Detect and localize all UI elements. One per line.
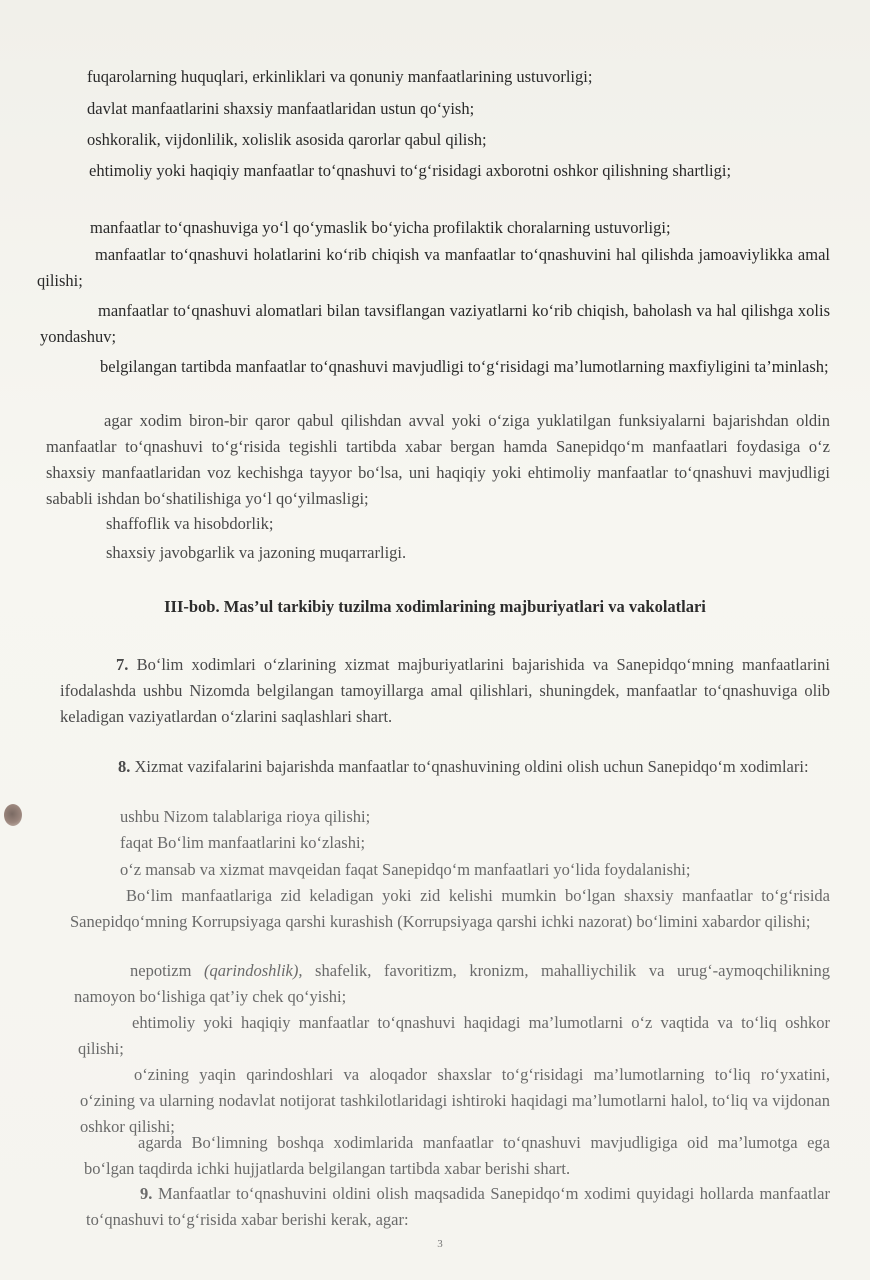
clause-8-number: 8. (118, 757, 131, 776)
clause-8-item-relatives-list: o‘zining yaqin qarindoshlari va aloqador shaxslar to‘g‘risidagi ma’lumotlarning to‘liq ro‘yxatini, o‘zining va ularning nodavlat notijorat tashkilotlaridagi ishtiroki haqidagi ma’lumotlarni halol, to‘liq va vijdonan oshkor qilishi; (80, 1065, 830, 1136)
clause-9 (86, 1181, 830, 1233)
clause-8 (62, 754, 830, 780)
clause-7-text: Bo‘lim xodimlari o‘zlarining xizmat majburiyatlarini bajarishida va Sanepidqo‘mning manfaatlarini ifodalashda ushbu Nizomda belgilangan tamoyillarga amal qilishlari, shuningdek, manfaatlar to‘qnashuviga olib keladigan vaziyatlardan o‘zlarini saqlashlari shart. (60, 655, 831, 726)
chapter-heading: III-bob. Mas’ul tarkibiy tuzilma xodimlarining majburiyatlari va vakolatlari (164, 597, 706, 616)
clause-8-item-notify-department: Bo‘lim manfaatlariga zid keladigan yoki zid kelishi mumkin bo‘lgan shaxsiy manfaatlar to‘g‘risida Sanepidqo‘mning Korrupsiyaga qarshi kurashish (Korrupsiyaga qarshi ichki nazorat) bo‘limini xabardor qilishi; (70, 886, 830, 931)
nepotism-rest: shafelik, favoritizm, kronizm, mahalliychilik va urug‘-aymoqchilikning namoyon bo‘lishiga qat’iy chek qo‘yishi; (74, 961, 830, 1006)
nepotism-term: nepotizm (130, 961, 192, 980)
punch-hole-mark (4, 804, 22, 826)
clause-7-number: 7. (116, 655, 129, 674)
clause-8-item-report-others: agarda Bo‘limning boshqa xodimlarida manfaatlar to‘qnashuvi mavjudligiga oid ma’lumotga ega bo‘lgan taqdirda ichki hujjatlarda belgilangan tartibda xabar berishi shart. (84, 1133, 830, 1178)
paragraph-no-dismissal: agar xodim biron-bir qaror qabul qilishdan avval yoki o‘ziga yuklatilgan funksiyalarni bajarishdan oldin manfaatlar to‘qnashuvi to‘g‘risida tegishli tartibda xabar bergan hamda Sanepidqo‘m manfaatlari foydasiga o‘z shaxsiy manfaatlaridan voz kechishga tayyor bo‘lsa, uni haqiqiy yoki ehtimoliy manfaatlar to‘qnashuvi mavjudligi sababli ishdan bo‘shatilishiga yo‘l qo‘yilmasligi; (46, 411, 830, 508)
clause-8-item-nepotism (74, 958, 830, 1010)
clause-8-item-timely-disclosure: ehtimoliy yoki haqiqiy manfaatlar to‘qnashuvi haqidagi ma’lumotlarni o‘z vaqtida va to‘liq oshkor qilishi; (78, 1013, 830, 1058)
paragraph-personal-responsibility: shaxsiy javobgarlik va jazoning muqarrarligi. (106, 543, 407, 562)
clause-9-number: 9. (140, 1184, 153, 1203)
paragraph-preventive-measures: manfaatlar to‘qnashuviga yo‘l qo‘ymaslik bo‘yicha profilaktik choralarning ustuvorligi; (90, 218, 671, 237)
paragraph-impartial-approach: manfaatlar to‘qnashuvi alomatlari bilan tavsiflangan vaziyatlarni ko‘rib chiqish, baholash va hal qilishga xolis yondashuv; (40, 301, 830, 346)
paragraph-transparency-accountability: shaffoflik va hisobdorlik; (106, 514, 274, 533)
clause-8-item-position-use: o‘z mansab va xizmat mavqeidan faqat Sanepidqo‘m manfaatlari yo‘lida foydalanishi; (120, 860, 691, 879)
clause-9-text: Manfaatlar to‘qnashuvini oldini olish maqsadida Sanepidqo‘m xodimi quyidagi hollarda manfaatlar to‘qnashuvi to‘g‘risida xabar berishi kerak, agar: (86, 1184, 830, 1229)
paragraph-state-interests: davlat manfaatlarini shaxsiy manfaatlaridan ustun qo‘yish; (87, 99, 475, 118)
clause-7 (60, 652, 830, 730)
clause-8-text: Xizmat vazifalarini bajarishda manfaatlar to‘qnashuvining oldini olish uchun Sanepidqo‘m xodimlari: (134, 757, 809, 776)
paragraph-transparency-decisions: oshkoralik, vijdonlilik, xolislik asosida qarorlar qabul qilish; (87, 130, 487, 149)
paragraph-rights-priority: fuqarolarning huquqlari, erkinliklari va qonuniy manfaatlarining ustuvorligi; (87, 67, 593, 86)
nepotism-note: (qarindoshlik), (203, 961, 303, 980)
paragraph-disclosure-obligation: ehtimoliy yoki haqiqiy manfaatlar to‘qnashuvi to‘g‘risidagi axborotni oshkor qilishning shartligi; (89, 161, 732, 180)
paragraph-confidentiality: belgilangan tartibda manfaatlar to‘qnashuvi mavjudligi to‘g‘risidagi ma’lumotlarning maxfiyligini ta’minlash; (100, 357, 829, 376)
page-number: 3 (437, 1238, 443, 1250)
clause-8-item-comply: ushbu Nizom talablariga rioya qilishi; (120, 807, 371, 826)
paragraph-collective-resolution: manfaatlar to‘qnashuvi holatlarini ko‘rib chiqish va manfaatlar to‘qnashuvini hal qilishda jamoaviylikka amal qilishi; (37, 245, 830, 290)
clause-8-item-interests: faqat Bo‘lim manfaatlarini ko‘zlashi; (120, 833, 366, 852)
